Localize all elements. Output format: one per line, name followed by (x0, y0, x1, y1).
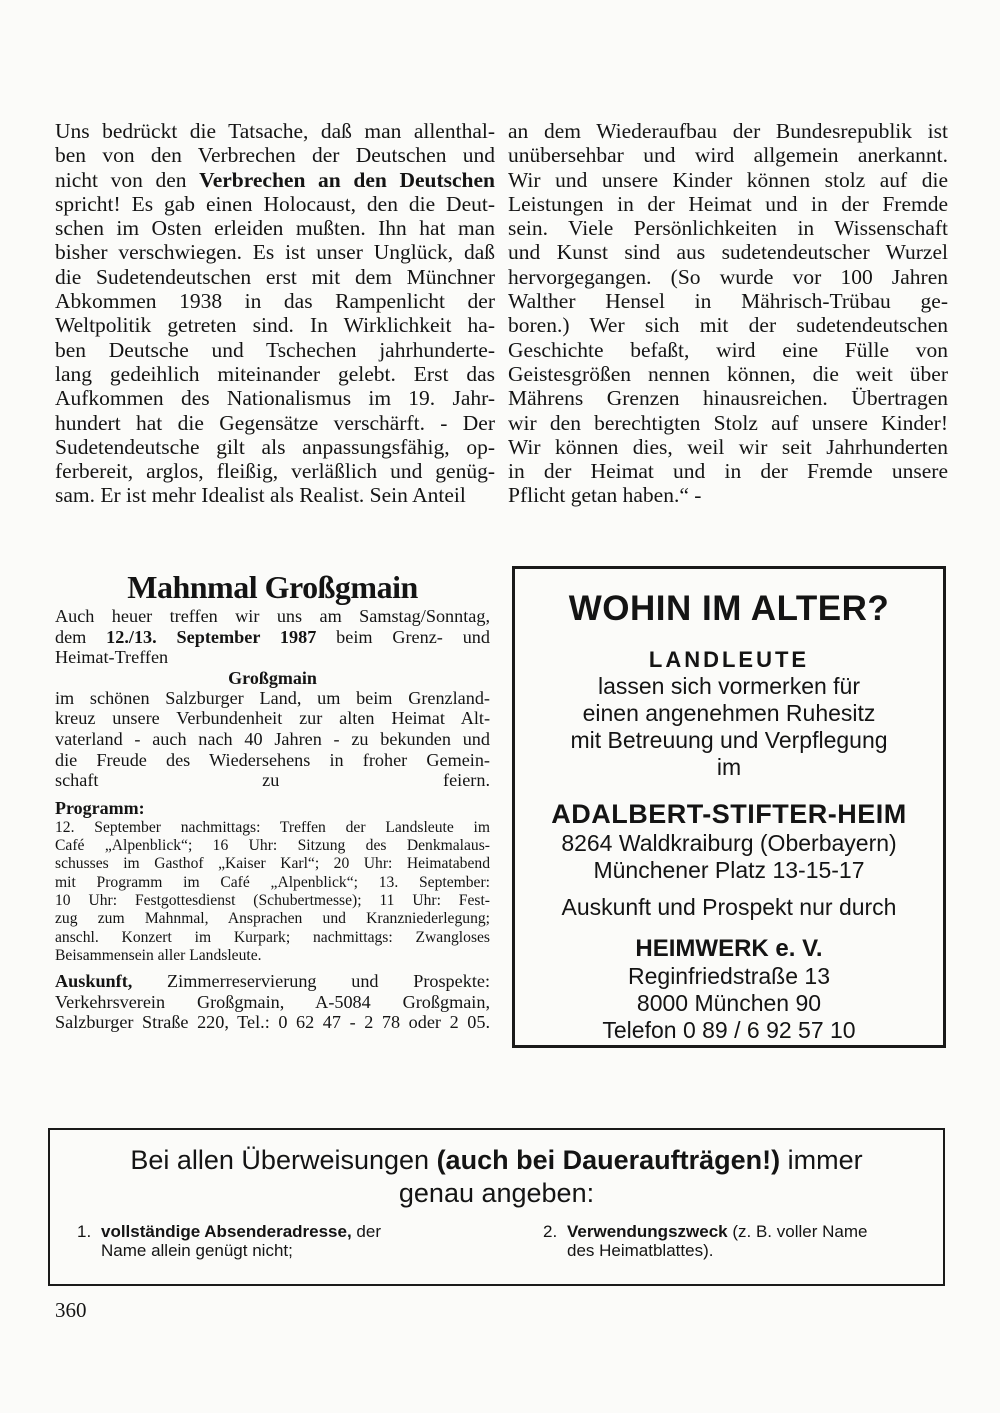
mahnmal-intro-line: Heimat-Treffen (55, 647, 169, 668)
text-line: spricht! Es gab einen Holocaust, den die Deut- (55, 191, 495, 216)
text-line: 10 Uhr: Festgottesdienst (Schubertmesse); 11 Uhr: Fest- (55, 891, 490, 909)
text-line: kreuz unsere Verbundenheit zur alten Heimat Alt- (55, 708, 490, 729)
ad-text-line: mit Betreuung und Verpflegung (570, 727, 888, 753)
text-line: Sudetendeutsche gilt als anpassungsfähig, op- (55, 434, 495, 459)
text-line: mit Programm im Café „Alpenblick“; 13. September: (55, 873, 490, 891)
org-line: Reginfriedstraße 13 (628, 963, 830, 989)
org-line: 8000 München 90 (636, 990, 822, 1016)
text-line: die Freude des Wiedersehens in froher Gemein- (55, 749, 490, 770)
notice-heading: Bei allen Überweisungen (auch bei Daueraufträgen!) immer genau angeben: (130, 1145, 863, 1208)
notice-item-2: 2. Verwendungszweck (z. B. voller Name des Heimatblattes). (543, 1222, 868, 1260)
text-line: ferbereit, arglos, fleißig, verläßlich und genüg- (55, 459, 495, 484)
text-line: Wir können dies, weil wir seit Jahrhunderten (508, 434, 948, 459)
text-line: anschl. Konzert im Kurpark; nachmittags: Zwangloses (55, 928, 490, 946)
page-number: 360 (55, 1298, 87, 1322)
text-line: die Sudetendeutschen erst mit dem Münchner (55, 264, 495, 289)
text-line: hervorgegangen. (So wurde vor 100 Jahren (508, 264, 948, 289)
heim-address-line: Münchener Platz 13-15-17 (593, 857, 865, 883)
text-line: Uns bedrückt die Tatsache, daß man allenthal- (55, 119, 495, 143)
text-line: Pflicht getan haben.“ - (508, 483, 702, 508)
text-line: vaterland - auch nach 40 Jahren - zu bekunden und (55, 728, 490, 749)
text-line: 12. September nachmittags: Treffen der Landsleute im (55, 818, 490, 836)
info-line: Auskunft, Zimmerreservierung und Prospekte: (55, 971, 490, 992)
org-name: HEIMWERK e. V. (635, 935, 823, 962)
mahnmal-body (55, 688, 490, 791)
mahnmal-intro-line: Auch heuer treffen wir uns am Samstag/Sonntag, (55, 606, 490, 626)
info-line: Verkehrsverein Großgmain, A-5084 Großgmain, (55, 991, 490, 1012)
text-line: Aufkommen des Nationalismus im 19. Jahr- (55, 386, 495, 411)
notice-items (50, 1222, 943, 1260)
text-line: Walther Hensel in Mährisch-Trübau ge- (508, 289, 948, 314)
program-heading: Programm: (55, 797, 145, 818)
mahnmal-intro-line: dem 12./13. September 1987 beim Grenz- und (55, 626, 490, 647)
text-line: schaft zu feiern. (55, 770, 490, 791)
program-text (55, 819, 490, 965)
article-right-column (508, 119, 948, 508)
text-line: nicht von den Verbrechen an den Deutschen (55, 167, 495, 192)
prospekt-line: Auskunft und Prospekt nur durch (561, 894, 897, 920)
text-line: sam. Er ist mehr Idealist als Realist. Sein Anteil (55, 483, 466, 508)
text-line: im schönen Salzburger Land, um beim Grenzland- (55, 687, 490, 708)
text-line: Leistungen in der Heimat und in der Fremde (508, 191, 948, 216)
text-line: ben von den Verbrechen der Deutschen und (55, 143, 495, 168)
ad-lead: LANDLEUTE (648, 647, 810, 672)
ad-text-line: einen angenehmen Ruhesitz (582, 700, 876, 726)
text-line: in der Heimat und in der Fremde unsere (508, 459, 948, 484)
mahnmal-place: Großgmain (228, 667, 317, 688)
text-line: Geistesgrößen nennen können, die weit über (508, 361, 948, 386)
text-line: sein. Viele Persönlichkeiten in Wissenschaft (508, 216, 948, 241)
text-line: bisher verschwiegen. Es ist unser Unglück, daß (55, 240, 495, 265)
text-line: an dem Wiederaufbau der Bundesrepublik ist (508, 119, 948, 143)
text-line: schen im Osten erleiden mußten. Ihn hat man (55, 216, 495, 241)
text-line: lang gedeihlich miteinander gelebt. Erst das (55, 361, 495, 386)
mahnmal-date: 12./13. September 1987 (106, 626, 317, 647)
mahnmal-intro (55, 606, 490, 668)
text-line: hundert hat die Gegensätze verschärft. - Der (55, 410, 495, 435)
text-line: Wir und unsere Kinder können stolz auf die (508, 167, 948, 192)
text-line: Beisammensein aller Landsleute. (55, 946, 262, 964)
text-line: Geschichte befaßt, wird eine Fülle von (508, 337, 948, 362)
text-line: Weltpolitik getreten sind. In Wirklichkeit ha- (55, 313, 495, 338)
ad-text-line: im (716, 754, 742, 780)
mahnmal-notice (55, 568, 490, 1033)
heim-address-line: 8264 Waldkraiburg (Oberbayern) (561, 830, 897, 856)
text-line: Café „Alpenblick“; 16 Uhr: Sitzung des Denkmalaus- (55, 837, 490, 855)
text-line: Mährens Grenzen hinausreichen. Übertragen (508, 386, 948, 411)
ad-title: WOHIN IM ALTER? (568, 589, 890, 628)
mahnmal-title: Mahnmal Großgmain (127, 569, 418, 605)
transfer-notice (48, 1128, 945, 1286)
text-line: zug zum Mahnmal, Ansprachen und Kranzniederlegung; (55, 910, 490, 928)
article-left-column (55, 119, 495, 508)
text-line: schusses im Gasthof „Kaiser Karl“; 20 Uhr: Heimatabend (55, 855, 490, 873)
mahnmal-info (55, 971, 490, 1033)
text-line: Abkommen 1938 in das Rampenlicht der (55, 289, 495, 314)
text-line: und Kunst sind aus sudetendeutscher Wurzel (508, 240, 948, 265)
ad-text-line: lassen sich vormerken für (597, 673, 861, 699)
org-line: Telefon 0 89 / 6 92 57 10 (602, 1017, 856, 1043)
notice-item-1: 1. vollständige Absenderadresse, der Name allein genügt nicht; (77, 1222, 381, 1260)
text-line: wir den berechtigten Stolz auf unsere Kinder! (508, 410, 948, 435)
text-line: unübersehbar und wird allgemein anerkannt. (508, 143, 948, 168)
heim-name: ADALBERT-STIFTER-HEIM (551, 799, 907, 829)
text-line: ben Deutsche und Tschechen jahrhunderte- (55, 337, 495, 362)
heim-advertisement (512, 566, 946, 1048)
info-line: Salzburger Straße 220, Tel.: 0 62 47 - 2 78 oder 2 05. (55, 1012, 490, 1033)
text-line: boren.) Wer sich mit der sudetendeutschen (508, 313, 948, 338)
